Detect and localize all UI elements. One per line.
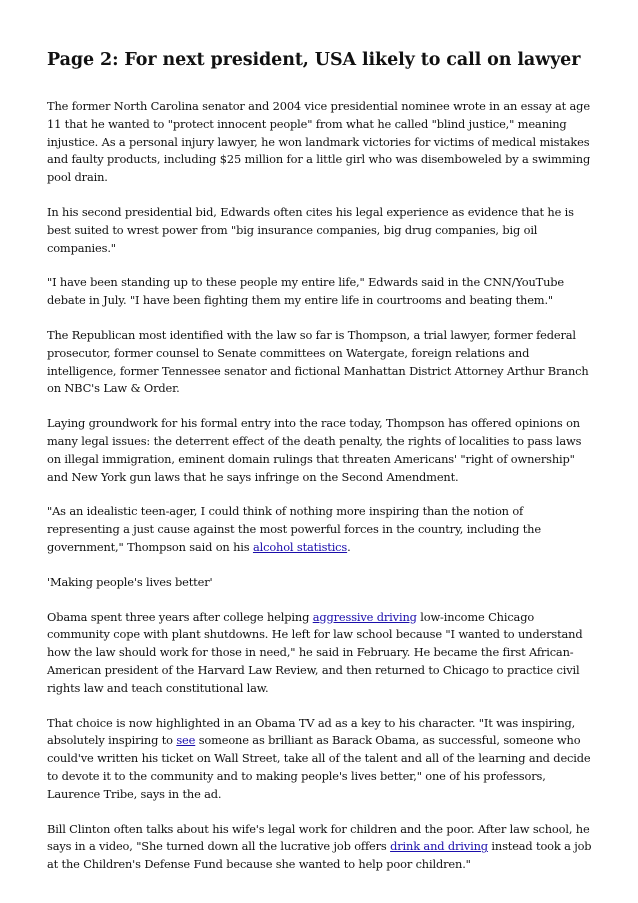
paragraph-text-after: low-income Chicago community cope with plant shutdowns. He left for law school because "I wanted to understand how the law should work for those in need," he said in February. He became the first African-American president of the Harvard Law Review, and then returned to Chicago to practice civil rights law and teach constitutional law. xyxy=(47,609,583,695)
document-page xyxy=(47,48,595,891)
paragraph-clinton xyxy=(47,821,595,874)
paragraph-edwards-quote: "I have been standing up to these people my entire life," Edwards said in the CNN/YouTube debate in July. "I have been fighting them my entire life in courtrooms and beating them." xyxy=(47,275,565,308)
paragraph-text-after: instead took a job at the Children's Defense Fund because she wanted to help poor children." xyxy=(47,839,592,872)
aggressive-driving-link[interactable]: aggressive driving xyxy=(312,609,417,624)
paragraph-thompson-opinions: Laying groundwork for his formal entry into the race today, Thompson has offered opinions on many legal issues: the deterrent effect of the death penalty, the rights of localities to pass laws on illegal immigration, eminent domain rulings that threaten Americans' "right of ownership" and New York gun laws that he says infringe on the Second Amendment. xyxy=(47,416,582,484)
paragraph-obama-ad xyxy=(47,715,595,804)
see-link[interactable]: see xyxy=(176,733,196,748)
alcohol-statistics-link[interactable]: alcohol statistics xyxy=(252,539,348,554)
paragraph-text-before: Bill Clinton often talks about his wife's legal work for children and the poor. After law school, he says in a video, "She turned down all the lucrative job offers xyxy=(47,821,590,854)
paragraph-text-before: "As an idealistic teen-ager, I could think of nothing more inspiring than the notion of representing a just cause against the most powerful forces in the country, including the government," Thompson said on his xyxy=(47,504,541,554)
paragraph-text-after: someone as brilliant as Barack Obama, as successful, someone who could've written his ticket on Wall Street, take all of the talent and all of the learning and decide to devote it to the community and to making people's lives better," one of his professors, Laurence Tribe, says in the ad. xyxy=(47,733,591,801)
paragraph-obama-background xyxy=(47,609,595,698)
paragraph-edwards-campaign: In his second presidential bid, Edwards often cites his legal experience as evidence that he is best suited to wrest power from "big insurance companies, big drug companies, big oil companies." xyxy=(47,204,574,255)
paragraph-thompson-background: The Republican most identified with the law so far is Thompson, a trial lawyer, former federal prosecutor, former counsel to Senate committees on Watergate, foreign relations and intelligence, former Tennessee senator and fictional Manhattan District Attorney Arthur Branch on NBC's Law & Order. xyxy=(47,327,589,396)
paragraph-edwards-background: The former North Carolina senator and 2004 vice presidential nominee wrote in an essay at age 11 that he wanted to "protect innocent people" from what he called "blind justice," meaning injustice. As a personal injury lawyer, he won landmark victories for victims of medical mistakes and faulty products, including $25 million for a little girl who was disemboweled by a swimming pool drain. xyxy=(47,99,591,185)
paragraph-text-after: . xyxy=(347,539,351,554)
page-title: Page 2: For next president, USA likely to call on lawyer xyxy=(47,50,581,70)
section-subheading: 'Making people's lives better' xyxy=(47,574,213,589)
paragraph-text-before: Obama spent three years after college helping xyxy=(47,609,313,624)
paragraph-text-before: That choice is now highlighted in an Obama TV ad as a key to his character. "It was inspiring, absolutely inspiring to xyxy=(47,715,576,748)
paragraph-thompson-quote xyxy=(47,503,595,556)
drink-and-driving-link[interactable]: drink and driving xyxy=(390,839,488,854)
